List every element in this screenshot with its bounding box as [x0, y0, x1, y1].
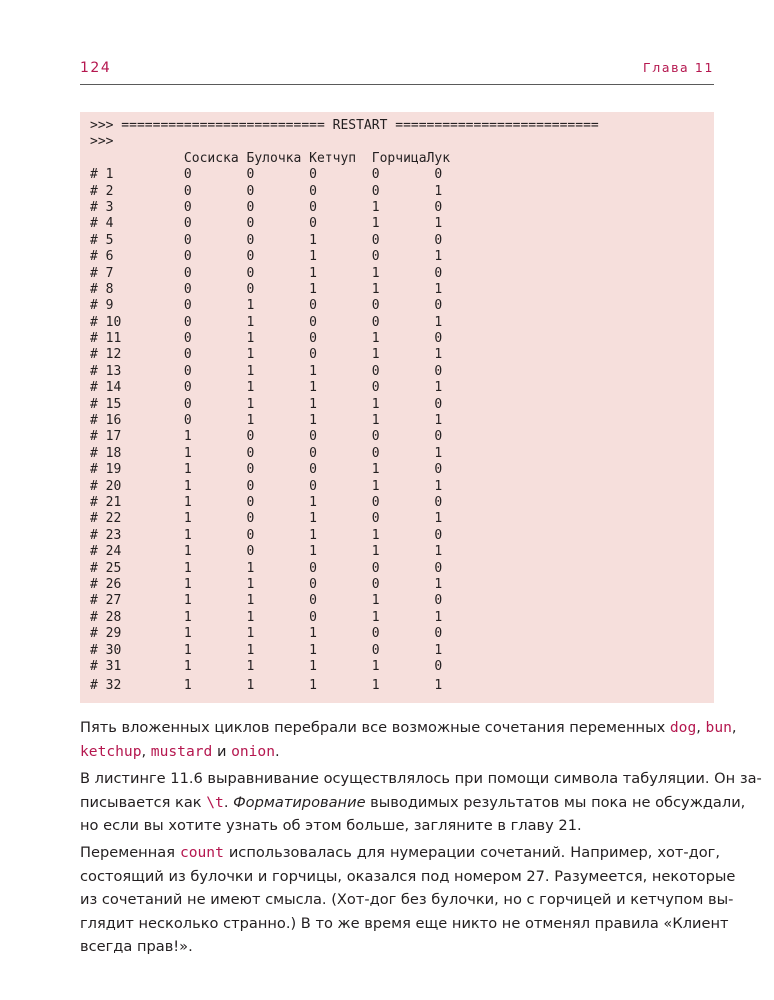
page-number: 124 [80, 60, 112, 76]
table-row: # 21 1 0 1 0 0 [90, 494, 443, 510]
table-row: # 32 1 1 1 1 1 [90, 678, 443, 694]
table-row: # 11 0 1 0 1 0 [90, 331, 443, 347]
chapter-title: Глава 11 [643, 60, 714, 75]
table-row: # 7 0 0 1 1 0 [90, 265, 443, 281]
table-row: # 29 1 1 1 0 0 [90, 626, 443, 642]
table-row: # 28 1 1 0 1 1 [90, 609, 443, 625]
text: выводимых результатов мы пока не обсуждали, [365, 793, 746, 811]
paragraph-1 [80, 716, 737, 763]
table-row: # 26 1 1 0 0 1 [90, 576, 443, 592]
text: , [731, 719, 737, 736]
code-mustard: mustard [150, 742, 213, 760]
paragraph-line: всегда прав!». [80, 938, 193, 956]
table-row: # 20 1 0 0 1 1 [90, 478, 443, 494]
table-row: # 23 1 0 1 1 0 [90, 527, 443, 543]
code-tab: \t [206, 793, 224, 811]
table-row: # 8 0 0 1 1 1 [90, 281, 443, 297]
text: Переменная [80, 844, 180, 861]
code-dog: dog [669, 719, 697, 736]
paragraph-line: из сочетаний не имеют смысла. (Хот-дог без булочки, но с горчицей и кетчупом вы- [80, 891, 734, 909]
text: . [223, 793, 234, 811]
table-row: # 2 0 0 0 0 1 [90, 183, 443, 199]
table-row: # 9 0 1 0 0 0 [90, 298, 443, 314]
paragraph-line [80, 716, 737, 740]
table-row: # 19 1 0 0 1 0 [90, 462, 443, 478]
text: . [275, 742, 280, 760]
paragraph-line: глядит несколько странно.) В то же время еще никто не отменял правила «Клиент [80, 914, 729, 932]
table-row: # 1 0 0 0 0 0 [90, 167, 443, 183]
text: писывается как [80, 793, 207, 811]
table-row: # 22 1 0 1 0 1 [90, 511, 443, 527]
table-row: # 27 1 1 0 1 0 [90, 593, 443, 609]
paragraph-line [80, 740, 720, 764]
table-row: # 6 0 0 1 0 1 [90, 249, 443, 265]
table-row: # 25 1 1 0 0 0 [90, 560, 443, 576]
table-row: # 18 1 0 0 0 1 [90, 445, 443, 461]
table-row: # 17 1 0 0 0 0 [90, 429, 443, 445]
code-onion: onion [231, 742, 276, 760]
table-row: # 4 0 0 0 1 1 [90, 216, 443, 232]
table-row: # 10 0 1 0 0 1 [90, 314, 443, 330]
paragraph-line [80, 791, 746, 815]
text: Пять вложенных циклов перебрали все возможные сочетания переменных [80, 719, 670, 736]
table-row: # 13 0 1 1 0 0 [90, 363, 443, 379]
table-row: # 5 0 0 1 0 0 [90, 232, 443, 248]
table-row: # 16 0 1 1 1 1 [90, 413, 443, 429]
table-row: # 15 0 1 1 1 0 [90, 396, 443, 412]
paragraph-3 [80, 841, 736, 959]
table-row: # 30 1 1 1 0 1 [90, 642, 443, 658]
paragraph-line [80, 841, 720, 865]
code-ketchup: ketchup [80, 742, 142, 760]
table-row: # 31 1 1 1 1 0 [90, 658, 443, 674]
text: использовалась для нумерации сочетаний. Например, хот-дог, [223, 844, 720, 861]
table-row: # 12 0 1 0 1 1 [90, 347, 443, 363]
column-headers: Сосиска Булочка Кетчуп ГорчицаЛук [90, 150, 451, 166]
paragraph-line: состоящий из булочки и горчицы, оказался под номером 27. Разумеется, некоторые [80, 867, 736, 885]
paragraph-line: но если вы хотите узнать об этом больше, загляните в главу 21. [80, 817, 582, 835]
table-row: # 24 1 0 1 1 1 [90, 544, 443, 560]
restart-line: >>> ========================== RESTART ========================== [90, 118, 599, 133]
table-row: # 3 0 0 0 1 0 [90, 199, 443, 215]
code-listing [90, 118, 599, 695]
code-count: count [179, 844, 224, 861]
text: , [141, 742, 151, 760]
emphasis-term: Форматирование [233, 793, 366, 811]
table-row: # 14 0 1 1 0 1 [90, 380, 443, 396]
paragraph-2 [80, 767, 762, 838]
header-rule [80, 84, 714, 85]
code-bun: bun [705, 719, 732, 736]
text: и [212, 742, 232, 760]
prompt-line: >>> [90, 134, 114, 150]
paragraph-line: В листинге 11.6 выравнивание осуществлялось при помощи символа табуляции. Он за- [80, 770, 762, 787]
page-header [80, 60, 714, 80]
text: , [696, 719, 706, 736]
